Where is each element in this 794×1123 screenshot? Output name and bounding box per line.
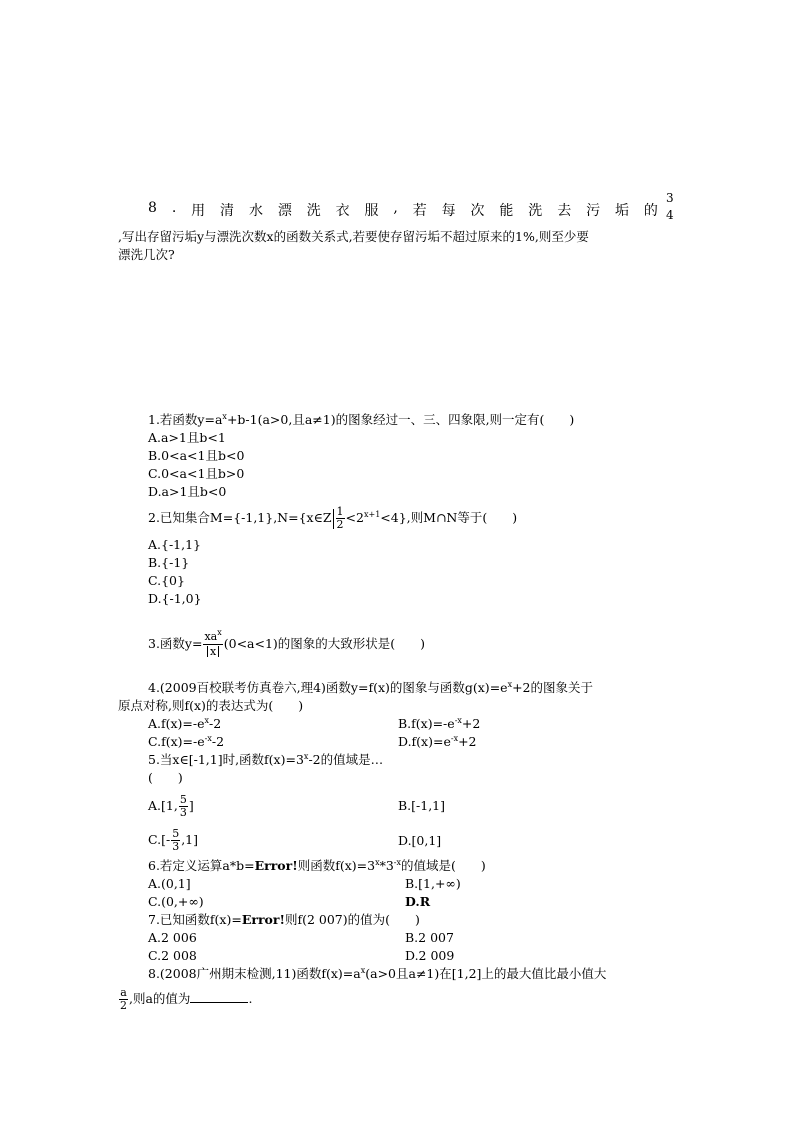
q1-stem-a: 1.若函数y=a <box>148 412 223 427</box>
q1-stem-b: +b-1(a>0,且a≠1)的图象经过一、三、四象限,则一定有( ) <box>226 412 575 427</box>
fraction-denominator: 2 <box>120 999 127 1012</box>
intro-char: 垢 <box>614 203 629 219</box>
q4-stem-a: 4.(2009百校联考仿真卷六,理4)函数y=f(x)的图象与函数g(x)=e <box>148 680 508 695</box>
q4-stem-line2: 原点对称,则f(x)的表达式为( ) <box>118 698 304 713</box>
intro-problem-line1 <box>148 200 658 220</box>
q2-stem <box>148 505 517 531</box>
intro-line2: ,写出存留污垢y与漂洗次数x的函数关系式,若要使存留污垢不超过原来的1%,则至少要 <box>118 229 589 244</box>
intro-char: 每 <box>441 203 456 219</box>
q5-stem <box>148 751 383 769</box>
intro-char: 次 <box>470 203 485 219</box>
intro-number: 8 <box>148 200 157 216</box>
q8-stem-c: ,则a的值为 <box>129 991 191 1006</box>
option-text: -2 <box>209 716 222 731</box>
exponent: -x <box>450 734 459 743</box>
option-text: C.[- <box>148 832 171 847</box>
q7-option-a: A.2 006 <box>148 930 197 945</box>
q6-option-d: D.R <box>405 894 431 909</box>
q6-stem <box>148 857 486 875</box>
error-placeholder: Error! <box>241 912 285 927</box>
option-text: +2 <box>461 716 481 731</box>
intro-char: , <box>393 200 398 216</box>
absolute-value: x <box>207 646 219 657</box>
intro-dot: . <box>171 200 177 216</box>
fraction-denominator: 3 <box>172 840 180 853</box>
option-text: D.f(x)=e <box>398 734 451 749</box>
fraction-denominator: 2 <box>336 518 344 531</box>
q8-stem-line1 <box>148 965 606 983</box>
q5-option-b: B.[-1,1] <box>398 798 446 813</box>
q5-stem-a: 5.当x∈[-1,1]时,函数f(x)=3 <box>148 752 304 767</box>
intro-char: 若 <box>412 203 427 219</box>
intro-char: 用 <box>191 203 206 219</box>
q2-stem-c: <4},则M∩N等于( ) <box>380 510 518 525</box>
exponent: x+1 <box>363 510 381 519</box>
q8-stem-line2 <box>118 984 252 1014</box>
q6-option-a: A.(0,1] <box>148 876 191 891</box>
q4-option-a <box>148 715 221 733</box>
q4-option-d <box>398 733 477 751</box>
q6-option-c: C.(0,+∞) <box>148 894 204 909</box>
fraction-numerator: 3 <box>666 191 674 205</box>
exponent: x <box>303 752 309 761</box>
q7-stem <box>148 911 420 929</box>
exponent: -x <box>204 734 212 743</box>
exponent: x <box>222 412 227 421</box>
intro-char: 的 <box>643 203 658 219</box>
option-text: -2 <box>211 734 225 749</box>
q7-stem-b: 则f(2 007)的值为( ) <box>284 912 420 927</box>
q2-option-d: D.{-1,0} <box>148 591 202 606</box>
q6-stem-a: 6.若定义运算a*b= <box>148 858 255 873</box>
option-text: C.f(x)=-e <box>148 734 205 749</box>
q4-option-c <box>148 733 224 751</box>
q2-option-b: B.{-1} <box>148 555 190 570</box>
intro-char: 衣 <box>335 203 350 219</box>
fraction-numerator: xa <box>204 630 218 643</box>
q6-stem-c: *3 <box>379 858 394 873</box>
intro-line3: 漂洗几次? <box>118 247 175 262</box>
exponent: x <box>360 966 366 975</box>
q1-option-d: D.a>1且b<0 <box>148 484 227 499</box>
q3-stem-a: 3.函数y= <box>148 636 203 651</box>
q5-stem-b: -2的值域是… <box>308 752 384 767</box>
q2-option-c: C.{0} <box>148 573 185 588</box>
q1-option-a: A.a>1且b<1 <box>148 430 226 445</box>
fraction-numerator: 1 <box>336 505 344 518</box>
set-builder-bar <box>333 509 334 529</box>
q6-option-b: B.[1,+∞) <box>405 876 461 891</box>
q7-option-b: B.2 007 <box>405 930 454 945</box>
answer-blank[interactable] <box>190 990 248 1003</box>
error-placeholder: Error! <box>254 858 298 873</box>
q5-option-a <box>148 792 194 820</box>
intro-fraction <box>664 190 676 224</box>
q3-stem-b: (0<a<1)的图象的大致形状是( ) <box>223 636 426 651</box>
exponent: -x <box>393 858 402 867</box>
fraction-numerator: 5 <box>179 793 187 806</box>
intro-char: 漂 <box>277 203 292 219</box>
q2-stem-a: 2.已知集合M={-1,1},N={x∈Z <box>148 510 332 525</box>
intro-char: 水 <box>248 203 263 219</box>
q3-stem <box>148 630 425 659</box>
option-text: ] <box>188 798 194 813</box>
option-text: +2 <box>458 734 477 749</box>
q5-option-c <box>148 826 198 854</box>
q1-stem <box>148 411 574 429</box>
intro-char: 污 <box>586 203 601 219</box>
exponent: x <box>204 716 210 725</box>
q5-option-d: D.[0,1] <box>398 833 442 848</box>
q8-end: . <box>248 991 253 1006</box>
q2-option-a: A.{-1,1} <box>148 537 202 552</box>
q8-stem-b: (a>0且a≠1)在[1,2]上的最大值比最小值大 <box>365 966 607 981</box>
q1-option-b: B.0<a<1且b<0 <box>148 448 245 463</box>
intro-char: 去 <box>557 203 572 219</box>
intro-char: 清 <box>220 203 235 219</box>
exponent: x <box>507 680 513 689</box>
intro-char: 能 <box>499 203 514 219</box>
q4-stem-b: +2的图象关于 <box>512 680 594 695</box>
exponent: x <box>375 858 380 867</box>
fraction-denominator: 3 <box>179 806 187 819</box>
option-text: A.[1, <box>148 798 178 813</box>
exponent: x <box>217 628 222 637</box>
q5-answer-paren: ( ) <box>148 770 183 785</box>
option-text: A.f(x)=-e <box>148 716 205 731</box>
q4-stem-line1 <box>148 679 593 697</box>
fraction-numerator: 5 <box>172 827 180 840</box>
option-text: B.f(x)=-e <box>398 716 455 731</box>
intro-char: 洗 <box>528 203 543 219</box>
q1-option-c: C.0<a<1且b>0 <box>148 466 245 481</box>
fraction-numerator: a <box>120 986 127 999</box>
q7-option-c: C.2 008 <box>148 948 197 963</box>
q8-stem-a: 8.(2008广州期末检测,11)函数f(x)=a <box>148 966 361 981</box>
q7-option-d: D.2 009 <box>405 948 455 963</box>
q2-stem-b: <2 <box>345 510 364 525</box>
q6-stem-d: 的值域是( ) <box>401 858 486 873</box>
q7-stem-a: 7.已知函数f(x)= <box>148 912 242 927</box>
option-text: ,1] <box>181 832 199 847</box>
q6-stem-b: 则函数f(x)=3 <box>297 858 376 873</box>
exponent: -x <box>454 716 462 725</box>
q4-option-b <box>398 715 480 733</box>
fraction-denominator: 4 <box>666 208 674 222</box>
intro-char: 洗 <box>306 203 321 219</box>
intro-char: 服 <box>364 203 379 219</box>
